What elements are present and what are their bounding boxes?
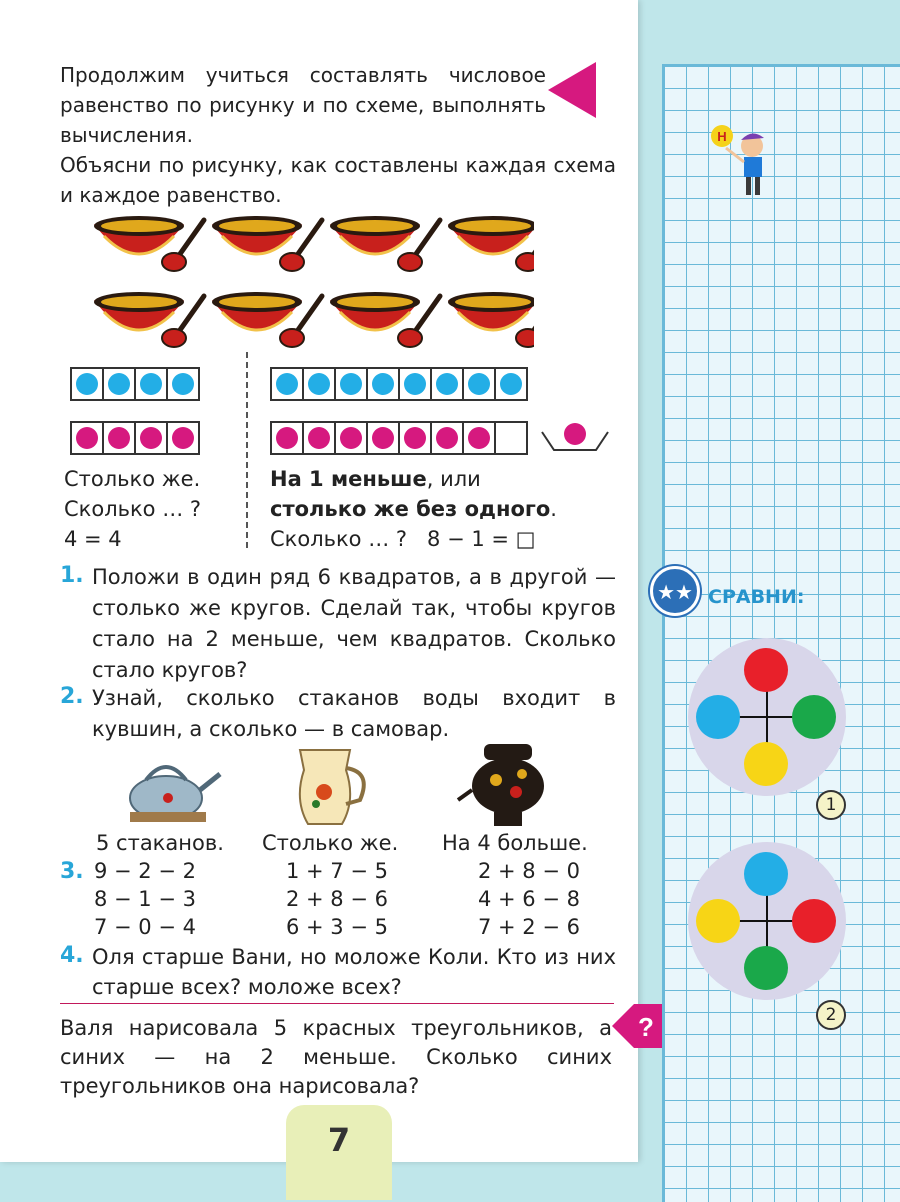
exercise-1-number: 1. [60, 563, 84, 588]
scheme-cell-empty [494, 421, 528, 455]
question-mark: ? [638, 1012, 654, 1042]
left-caption-line3: 4 = 4 [64, 527, 122, 551]
scheme-cell [134, 421, 168, 455]
page-number-tab [286, 1105, 392, 1200]
jug-picture [300, 750, 364, 824]
green-circle [744, 946, 788, 990]
scheme-cell [70, 367, 104, 401]
right-caption-line2 [270, 494, 557, 524]
scheme-cell [462, 421, 496, 455]
blue-circle [372, 373, 394, 395]
vessel-caption-1: 5 стаканов. [96, 831, 224, 855]
painter-character-icon [708, 124, 776, 204]
compare-label: СРАВНИ: [708, 586, 805, 608]
scheme-cell [366, 367, 400, 401]
blue-circle [404, 373, 426, 395]
page-number: 7 [327, 1121, 351, 1159]
blue-circle [744, 852, 788, 896]
expression-3-1: 7 − 0 − 4 [94, 915, 196, 939]
blue-circle [436, 373, 458, 395]
scheme-divider [246, 352, 248, 548]
vessels-illustration [124, 740, 544, 830]
exercise-4-text: Оля старше Вани, но моложе Коли. Кто из них старше всех? моложе всех? [92, 945, 616, 999]
yellow-circle [696, 899, 740, 943]
grid-paper-sidebar [662, 64, 900, 1202]
exercise-3-number: 3. [60, 859, 84, 884]
compare-figure-1 [688, 638, 846, 796]
scheme-cell [430, 367, 464, 401]
blue-circle [276, 373, 298, 395]
right-caption-bold2: столько же без одного [270, 497, 551, 521]
pink-circle [436, 427, 458, 449]
expression-3-3: 7 + 2 − 6 [478, 915, 580, 939]
blue-circle [340, 373, 362, 395]
pink-circle [308, 427, 330, 449]
scheme-cell [102, 421, 136, 455]
right-caption-rest2: . [550, 497, 557, 521]
pink-circle [372, 427, 394, 449]
blue-circle [76, 373, 98, 395]
expression-1-1: 9 − 2 − 2 [94, 859, 196, 883]
right-caption-line1 [270, 464, 481, 494]
pink-circle [76, 427, 98, 449]
blue-circle [308, 373, 330, 395]
character-letter: Н [717, 129, 727, 144]
expression-1-3: 2 + 8 − 0 [478, 859, 580, 883]
scheme-cell [334, 367, 368, 401]
blue-circle [108, 373, 130, 395]
blue-circle [696, 695, 740, 739]
intro-text: Продолжим учиться составлять числовое равенство по рисунку и по схеме, выполнять вычисления. [60, 63, 546, 147]
scheme-cell [398, 421, 432, 455]
exercise-2-text: Узнай, сколько стаканов воды входит в кувшин, а сколько — в самовар. [92, 686, 616, 741]
exercise-1-text: Положи в один ряд 6 квадратов, а в другой — столько же кругов. Сделай так, чтобы кругов стало на 2 меньше, чем квадратов. Сколько стало кругов? [92, 565, 616, 682]
scheme-cell [166, 367, 200, 401]
expression-2-3: 4 + 6 − 8 [478, 887, 580, 911]
scheme-cell [302, 421, 336, 455]
scheme-cell [366, 421, 400, 455]
expression-1-2: 1 + 7 − 5 [286, 859, 388, 883]
right-caption-bold1: На 1 меньше [270, 467, 427, 491]
vessel-caption-3: На 4 больше. [442, 831, 588, 855]
compare-figure-2 [688, 842, 846, 1000]
scheme-cell [102, 367, 136, 401]
yellow-circle [744, 742, 788, 786]
exercise-4-number: 4. [60, 943, 84, 968]
task-text: Объясни по рисунку, как составлены каждая схема и каждое равенство. [60, 153, 616, 207]
right-caption-rest1: , или [426, 467, 481, 491]
scheme-cell [270, 367, 304, 401]
scheme-blue-4 [72, 367, 200, 401]
stars-icon [650, 566, 700, 616]
scheme-cell [462, 367, 496, 401]
scheme-cell [70, 421, 104, 455]
pink-circle [108, 427, 130, 449]
expression-2-1: 8 − 1 − 3 [94, 887, 196, 911]
right-caption-line3: Сколько … ? 8 − 1 = □ [270, 527, 536, 551]
bowls-illustration [94, 214, 534, 354]
red-circle [792, 899, 836, 943]
scheme-cell [134, 367, 168, 401]
left-caption-line1: Столько же. [64, 467, 201, 491]
scheme-pink-7 [272, 421, 528, 455]
vessel-caption-2: Столько же. [262, 831, 399, 855]
pink-circle [140, 427, 162, 449]
question-marker [612, 1002, 668, 1050]
figure-1-badge: 1 [816, 790, 846, 820]
blue-circle [500, 373, 522, 395]
green-circle [792, 695, 836, 739]
blue-circle [172, 373, 194, 395]
blue-circle [140, 373, 162, 395]
pink-circle [276, 427, 298, 449]
pink-circle [404, 427, 426, 449]
scheme-cell [494, 367, 528, 401]
samovar-picture [458, 744, 544, 826]
scheme-cell [270, 421, 304, 455]
left-caption-line2: Сколько … ? [64, 497, 202, 521]
kettle-picture [130, 767, 220, 822]
section-marker-triangle [548, 62, 596, 118]
scheme-blue-8 [272, 367, 528, 401]
scheme-pink-4 [72, 421, 200, 455]
expression-3-2: 6 + 3 − 5 [286, 915, 388, 939]
section-divider [60, 1003, 614, 1004]
expression-2-2: 2 + 8 − 6 [286, 887, 388, 911]
scheme-cell [302, 367, 336, 401]
removed-circle-plate [540, 420, 610, 454]
figure-2-badge: 2 [816, 1000, 846, 1030]
scheme-cell [334, 421, 368, 455]
pink-circle [172, 427, 194, 449]
question-text: Валя нарисовала 5 красных треугольников, а синих — на 2 меньше. Сколько синих треугольников она нарисовала? [60, 1016, 612, 1098]
blue-circle [468, 373, 490, 395]
pink-circle [340, 427, 362, 449]
svg-text:★★: ★★ [657, 580, 693, 604]
scheme-cell [430, 421, 464, 455]
red-circle [744, 648, 788, 692]
pink-circle [468, 427, 490, 449]
scheme-cell [398, 367, 432, 401]
exercise-2-number: 2. [60, 684, 84, 709]
scheme-cell [166, 421, 200, 455]
